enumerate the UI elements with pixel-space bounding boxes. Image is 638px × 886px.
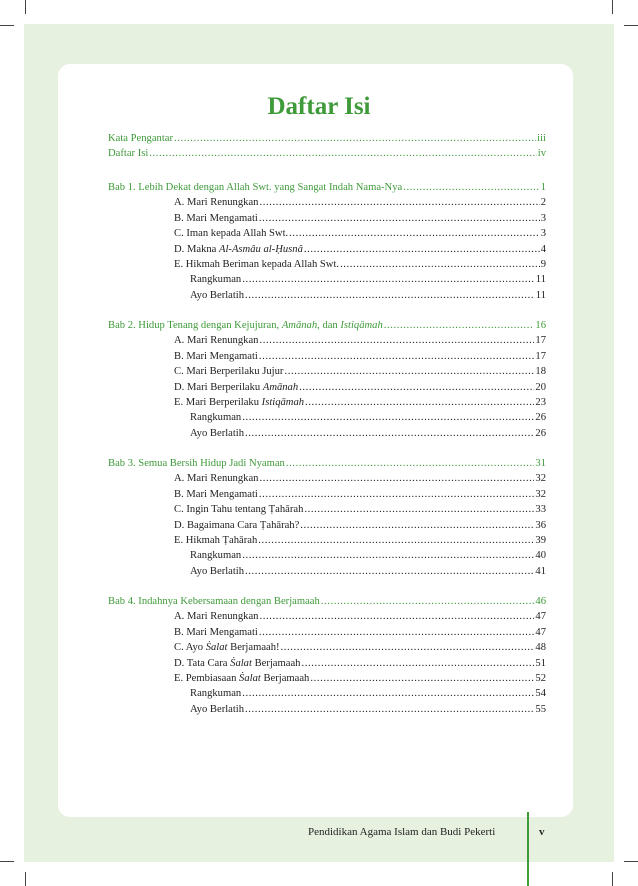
subsection-entry-label: Rangkuman (190, 274, 242, 286)
dot-leader (259, 626, 535, 640)
section-entry-label: B. Mari Mengamati (174, 212, 258, 224)
dot-leader (174, 132, 536, 146)
subsection-entry-label: Rangkuman (190, 688, 242, 700)
dot-leader (259, 472, 534, 486)
section-entry[interactable] (174, 519, 546, 533)
section-entry-label: C. Ayo Ṡalat Berjamaah! (174, 642, 280, 654)
dot-leader (301, 657, 534, 671)
page-title: Daftar Isi (267, 93, 371, 120)
dot-leader (245, 703, 534, 717)
dot-leader (300, 519, 534, 533)
subsection-entry-page: 55 (535, 703, 546, 715)
subsection-entry-page: 26 (535, 412, 546, 424)
chapter-entry-label: Bab 4. Indahnya Kebersamaan dengan Berjamaah (108, 596, 320, 607)
section-entry[interactable] (174, 381, 546, 395)
section-entry[interactable] (174, 657, 546, 671)
section-entry-label: E. Pembiasaan Ṡalat Berjamaah (174, 673, 310, 684)
dot-leader (259, 488, 535, 502)
chapter-entry[interactable] (108, 181, 546, 195)
section-entry[interactable] (174, 365, 546, 379)
section-entry-label: C. Mari Berperilaku Jujur (174, 366, 284, 378)
dot-leader (259, 350, 535, 364)
dot-leader (149, 147, 536, 161)
section-entry[interactable] (174, 610, 546, 624)
subsection-entry[interactable] (190, 687, 546, 701)
subsection-entry[interactable] (190, 427, 546, 441)
section-entry-page: 23 (535, 397, 546, 408)
dot-leader (340, 258, 540, 272)
section-entry[interactable] (174, 672, 546, 686)
section-entry-label: A. Mari Renungkan (174, 335, 259, 347)
dot-leader (242, 549, 534, 563)
subsection-entry-label: Rangkuman (190, 550, 242, 562)
section-entry-page: 32 (535, 488, 546, 500)
section-entry-label: A. Mari Renungkan (174, 473, 259, 485)
subsection-entry-page: 54 (535, 688, 546, 700)
section-entry-page: 51 (535, 657, 546, 669)
section-entry-page: 33 (535, 504, 546, 516)
dot-leader (258, 534, 534, 548)
front-matter-item-label: Kata Pengantar (108, 133, 174, 144)
section-entry[interactable] (174, 258, 546, 272)
chapter-entry[interactable] (108, 595, 546, 609)
section-entry-label: A. Mari Renungkan (174, 611, 259, 623)
section-entry-page: 18 (535, 366, 546, 378)
section-entry[interactable] (174, 227, 546, 241)
dot-leader (242, 411, 534, 425)
section-entry[interactable] (174, 626, 546, 640)
dot-leader (281, 641, 535, 655)
subsection-entry-page: 41 (535, 565, 546, 577)
dot-leader (384, 319, 535, 333)
section-entry-label: C. Ingin Tahu tentang Ṭahārah (174, 504, 304, 516)
front-matter-item[interactable] (108, 147, 546, 161)
dot-leader (242, 273, 535, 287)
section-entry-label: E. Hikmah Beriman kepada Allah Swt. (174, 259, 340, 270)
section-entry-label: B. Mari Mengamati (174, 350, 258, 362)
section-entry[interactable] (174, 196, 546, 210)
dot-leader (259, 196, 539, 210)
section-entry-label: D. Makna Al-Asmâu al-Ḥusnâ (174, 243, 303, 255)
section-entry-label: E. Hikmah Ṭahārah (174, 535, 258, 546)
dot-leader (259, 334, 534, 348)
dot-leader (304, 503, 534, 517)
section-entry-label: C. Iman kepada Allah Swt. (174, 228, 289, 240)
dot-leader (299, 381, 534, 395)
subsection-entry[interactable] (190, 411, 546, 425)
section-entry[interactable] (174, 641, 546, 655)
dot-leader (259, 610, 534, 624)
section-entry[interactable] (174, 534, 546, 548)
dot-leader (245, 427, 534, 441)
chapter-entry-label: Bab 2. Hidup Tenang dengan Kejujuran, Amānah, dan Istiqāmah (108, 320, 383, 331)
subsection-entry[interactable] (190, 565, 546, 579)
subsection-entry-label: Ayo Berlatih (190, 427, 245, 439)
chapter-entry-page: 1 (540, 182, 546, 193)
dot-leader (304, 243, 540, 257)
front-matter-item-page: iv (537, 148, 546, 160)
section-entry[interactable] (174, 396, 546, 410)
section-entry-label: B. Mari Mengamati (174, 488, 258, 500)
subsection-entry[interactable] (190, 273, 546, 287)
dot-leader (284, 365, 534, 379)
section-entry[interactable] (174, 488, 546, 502)
dot-leader (403, 181, 540, 195)
section-entry-page: 2 (540, 197, 546, 209)
section-entry-page: 3 (540, 228, 546, 240)
section-entry-page: 32 (535, 473, 546, 485)
dot-leader (245, 565, 534, 579)
subsection-entry-label: Ayo Berlatih (190, 289, 245, 301)
section-entry-page: 17 (535, 350, 546, 362)
section-entry-page: 48 (535, 642, 546, 654)
dot-leader (242, 687, 534, 701)
subsection-entry-page: 40 (535, 550, 546, 562)
chapter-entry-label: Bab 1. Lebih Dekat dengan Allah Swt. yang Sangat Indah Nama-Nya (108, 182, 403, 193)
section-entry[interactable] (174, 212, 546, 226)
section-entry-label: A. Mari Renungkan (174, 197, 259, 209)
subsection-entry-page: 11 (535, 274, 546, 286)
dot-leader (286, 457, 535, 471)
chapter-entry-page: 31 (535, 458, 546, 469)
section-entry-label: D. Tata Cara Ṡalat Berjamaah (174, 657, 301, 669)
dot-leader (321, 595, 535, 609)
section-entry-label: D. Bagaimana Cara Ṭahārah? (174, 519, 300, 531)
dot-leader (305, 396, 534, 410)
chapter-entry[interactable] (108, 457, 546, 471)
subsection-entry-label: Ayo Berlatih (190, 703, 245, 715)
subsection-entry[interactable] (190, 549, 546, 563)
subsection-entry[interactable] (190, 289, 546, 303)
section-entry[interactable] (174, 503, 546, 517)
section-entry-page: 9 (540, 259, 546, 270)
section-entry-page: 20 (535, 381, 546, 393)
section-entry-label: B. Mari Mengamati (174, 626, 258, 638)
front-matter-item-label: Daftar Isi (108, 148, 149, 160)
subsection-entry-page: 11 (535, 289, 546, 301)
subsection-entry-label: Rangkuman (190, 412, 242, 424)
chapter-entry-page: 16 (535, 320, 546, 331)
section-entry-label: D. Mari Berperilaku Amānah (174, 381, 299, 393)
section-entry[interactable] (174, 472, 546, 486)
footer-book-title: Pendidikan Agama Islam dan Budi Pekerti (308, 826, 496, 838)
section-entry[interactable] (174, 334, 546, 348)
chapter-entry-page: 46 (535, 596, 546, 607)
subsection-entry[interactable] (190, 703, 546, 717)
subsection-entry-page: 26 (535, 427, 546, 439)
section-entry-page: 17 (535, 335, 546, 347)
dot-leader (259, 212, 540, 226)
section-entry-page: 52 (535, 673, 546, 684)
section-entry-page: 47 (535, 611, 546, 623)
front-matter-item-page: iii (537, 133, 546, 144)
chapter-entry[interactable] (108, 319, 546, 333)
chapter-entry-label: Bab 3. Semua Bersih Hidup Jadi Nyaman (108, 458, 285, 469)
subsection-entry-label: Ayo Berlatih (190, 565, 245, 577)
section-entry-page: 3 (540, 212, 546, 224)
section-entry[interactable] (174, 350, 546, 364)
dot-leader (289, 227, 540, 241)
section-entry-page: 4 (540, 243, 546, 255)
dot-leader (310, 672, 534, 686)
front-matter-item[interactable] (108, 132, 546, 146)
footer-divider (527, 812, 529, 886)
section-entry-page: 39 (535, 535, 546, 546)
section-entry[interactable] (174, 243, 546, 257)
section-entry-page: 36 (535, 519, 546, 531)
section-entry-label: E. Mari Berperilaku Istiqāmah (174, 397, 305, 408)
dot-leader (245, 289, 535, 303)
section-entry-page: 47 (535, 626, 546, 638)
footer-page-number: v (539, 826, 545, 838)
